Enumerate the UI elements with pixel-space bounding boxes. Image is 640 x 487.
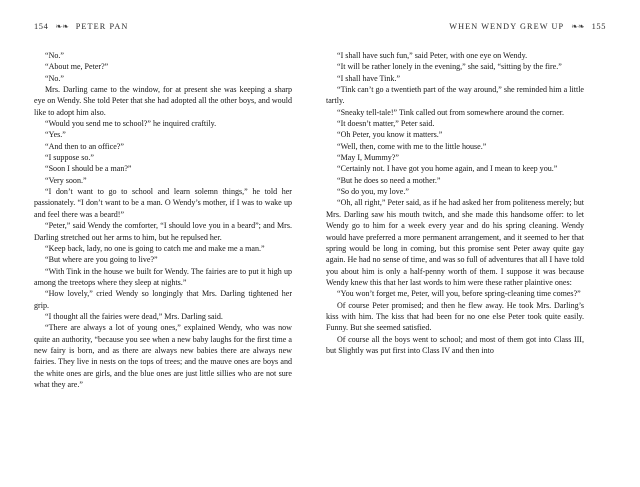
paragraph: “But he does so need a mother.” bbox=[337, 175, 441, 185]
right-text-column bbox=[326, 50, 584, 356]
paragraph: Mrs. Darling came to the window, for at present she was keeping a sharp eye on Wendy. She told Peter that she had adopted all the other boys, and would like to adopt him also. bbox=[34, 85, 292, 117]
paragraph: “I don’t want to go to school and learn solemn things,” he told her passionately. “I don’t want to be a man. O Wendy’s mother, if I was to wake up and feel there was a beard!” bbox=[34, 187, 292, 219]
paragraph: “About me, Peter?” bbox=[45, 62, 109, 72]
paragraph: “I shall have Tink.” bbox=[337, 73, 401, 83]
paragraph: “Yes.” bbox=[45, 130, 66, 140]
header-right bbox=[449, 22, 606, 31]
paragraph: “Keep back, lady, no one is going to catch me and make me a man.” bbox=[45, 243, 265, 253]
paragraph: “How lovely,” cried Wendy so longingly that Mrs. Darling tightened her grip. bbox=[34, 289, 292, 310]
paragraph: “So do you, my love.” bbox=[337, 187, 409, 197]
header-left bbox=[34, 22, 128, 31]
paragraph: “It will be rather lonely in the evening,” she said, “sitting by the fire.” bbox=[337, 62, 562, 72]
paragraph: Of course all the boys went to school; and most of them got into Class III, but Slightly was put first into Class IV and then into bbox=[326, 334, 584, 355]
page-number-right: 155 bbox=[591, 22, 606, 31]
paragraph: “It doesn’t matter,” Peter said. bbox=[337, 119, 435, 129]
left-text-column bbox=[34, 50, 292, 390]
paragraph: “No.” bbox=[45, 73, 64, 83]
paragraph: “Very soon.” bbox=[45, 175, 87, 185]
paragraph: “But where are you going to live?” bbox=[45, 255, 158, 265]
ornament-icon-right: ❧❧ bbox=[571, 22, 585, 31]
paragraph: Of course Peter promised; and then he flew away. He took Mrs. Darling’s kiss with him. The kiss that had been for no one else Peter took quite easily. Funny. But she seemed satisfied. bbox=[326, 300, 584, 333]
paragraph: “Oh, all right,” Peter said, as if he had asked her from politeness merely; but Mrs. Darling saw his mouth twitch, and she made this handsome offer: to let Wendy go to him for a week every year and do his spring cleaning. Wendy would have preferred a more permanent arrangement, and it seemed to her that spring would be long in coming, but this promise sent Peter away quite gay again. He had no sense of time, and was so full of adventures that all I have told you about him is only a half-penny worth of them. I suppose it was because Wendy knew this that her last words to him were these rather plaintive ones: bbox=[326, 198, 584, 287]
paragraph: “With Tink in the house we built for Wendy. The fairies are to put it high up among the treetops where they sleep at nights.” bbox=[34, 266, 292, 287]
paragraph: “Sneaky tell-tale!” Tink called out from somewhere around the corner. bbox=[337, 107, 565, 117]
paragraph: “You won’t forget me, Peter, will you, before spring-cleaning time comes?” bbox=[337, 289, 581, 299]
paragraph: “Peter,” said Wendy the comforter, “I should love you in a beard”; and Mrs. Darling stretched out her arms to him, but he repulsed her. bbox=[34, 221, 292, 242]
paragraph: “Soon I should be a man?” bbox=[45, 164, 132, 174]
paragraph: “I thought all the fairies were dead,” Mrs. Darling said. bbox=[45, 311, 223, 321]
paragraph: “No.” bbox=[45, 51, 64, 60]
ornament-icon-left: ❧❧ bbox=[55, 22, 69, 31]
paragraph: “I shall have such fun,” said Peter, with one eye on Wendy. bbox=[337, 51, 528, 60]
paragraph: “May I, Mummy?” bbox=[337, 153, 399, 163]
paragraph: “Would you send me to school?” he inquired craftily. bbox=[45, 119, 217, 129]
text-columns bbox=[34, 50, 606, 390]
running-head-right: WHEN WENDY GREW UP bbox=[449, 22, 565, 31]
paragraph: “There are always a lot of young ones,” explained Wendy, who was now quite an authority, “because you see when a new baby laughs for the first time a new fairy is born, and as there are always new babies there are always new fairies. They live in nests on the tops of trees; and the mauve ones are boys and the white ones are girls, and the blue ones are just little sillies who are not sure what they are.” bbox=[34, 323, 292, 389]
page-header bbox=[34, 22, 606, 34]
paragraph: “Tink can’t go a twentieth part of the way around,” she reminded him a little tartly. bbox=[326, 85, 584, 106]
paragraph: “Certainly not. I have got you home again, and I mean to keep you.” bbox=[337, 164, 558, 174]
paragraph: “Well, then, come with me to the little house.” bbox=[337, 141, 487, 151]
paragraph: “And then to an office?” bbox=[45, 141, 124, 151]
page-number-left: 154 bbox=[34, 22, 49, 31]
running-head-left: PETER PAN bbox=[75, 22, 129, 31]
paragraph: “I suppose so.” bbox=[45, 153, 94, 163]
paragraph: “Oh Peter, you know it matters.” bbox=[337, 130, 443, 140]
